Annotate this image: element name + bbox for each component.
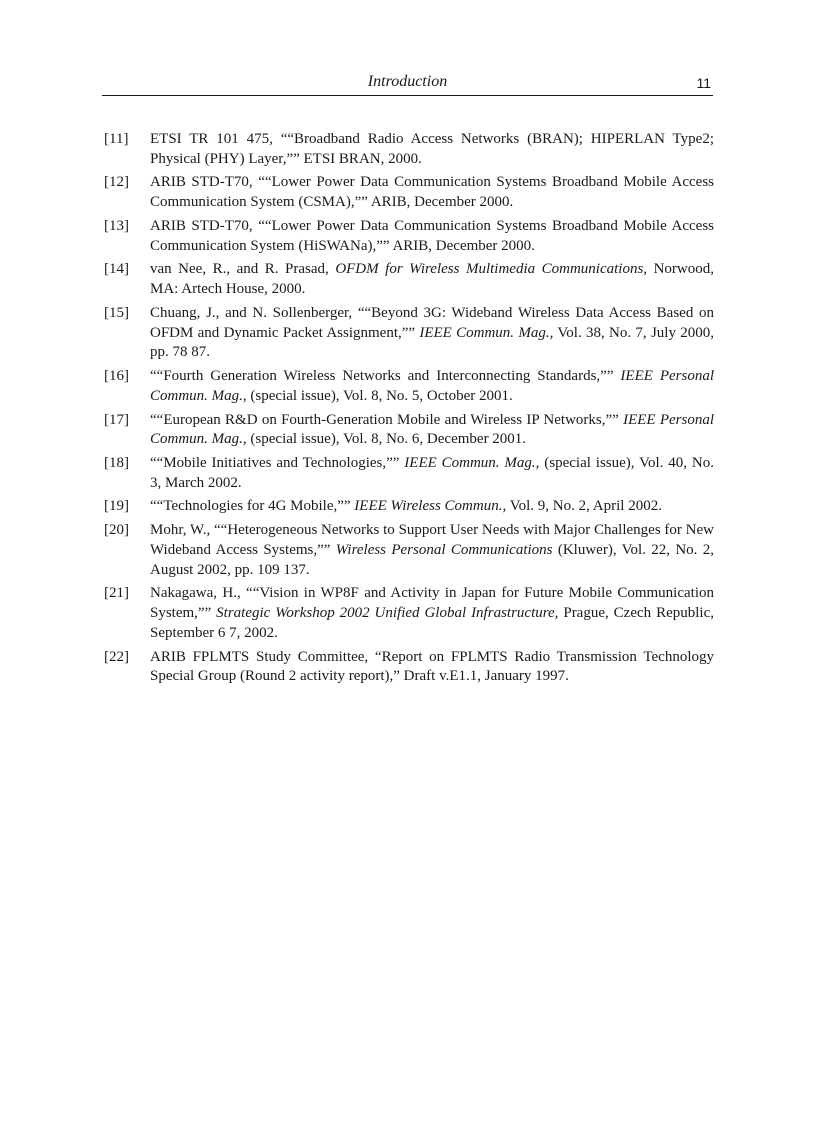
reference-number: [20]	[104, 522, 129, 539]
reference-number: [18]	[104, 454, 129, 471]
reference-entry	[104, 217, 714, 256]
reference-number: [16]	[104, 368, 129, 385]
reference-text	[150, 304, 714, 363]
reference-segment: van Nee, R., and R. Prasad,	[150, 261, 336, 278]
reference-segment: Chuang, J., and N. Sollenberger, ““Beyond 3G: Wideband Wireless Data Access Based on OFDM and Dynamic Packet Assignment,””	[150, 304, 714, 341]
reference-text	[150, 173, 714, 212]
reference-text	[150, 367, 714, 406]
reference-entry	[104, 584, 714, 643]
reference-text	[150, 260, 714, 299]
reference-italic-segment: Strategic Workshop 2002 Unified Global Infrastructure,	[216, 605, 559, 622]
reference-text	[150, 130, 714, 169]
reference-text	[150, 584, 714, 643]
reference-segment: ““European R&D on Fourth-Generation Mobile and Wireless IP Networks,””	[150, 411, 624, 428]
reference-entry	[104, 367, 714, 406]
reference-number: [12]	[104, 174, 129, 191]
reference-entry	[104, 173, 714, 212]
reference-entry	[104, 304, 714, 363]
reference-segment: ARIB FPLMTS Study Committee, “Report on FPLMTS Radio Transmission Technology Special Group (Round 2 activity report),” Draft v.E1.1, January 1997.	[150, 648, 714, 685]
reference-number: [19]	[104, 498, 129, 515]
reference-segment: Prague, Czech Republic, September 6 7, 2002.	[150, 605, 714, 641]
reference-italic-segment: IEEE Commun. Mag.,	[404, 454, 540, 471]
reference-entry	[104, 130, 714, 169]
reference-segment: ETSI TR 101 475, ““Broadband Radio Access Networks (BRAN); HIPERLAN Type2; Physical (PHY) Layer,”” ETSI BRAN, 2000.	[150, 131, 714, 167]
running-header	[102, 72, 713, 94]
reference-segment: (Kluwer), Vol. 22, No. 2, August 2002, pp. 109 137.	[150, 541, 714, 578]
running-title: Introduction	[367, 73, 448, 90]
reference-segment: (special issue), Vol. 8, No. 6, December 2001.	[246, 431, 527, 448]
reference-segment: ““Technologies for 4G Mobile,””	[150, 498, 355, 515]
reference-entry	[104, 260, 714, 299]
page-number: 11	[696, 75, 711, 91]
reference-segment: Nakagawa, H., ““Vision in WP8F and Activity in Japan for Future Mobile Communication System,””	[150, 585, 714, 622]
reference-text	[150, 521, 714, 580]
reference-text	[150, 497, 714, 517]
reference-segment: ““Fourth Generation Wireless Networks and Interconnecting Standards,””	[150, 368, 621, 385]
reference-number: [17]	[104, 411, 129, 428]
reference-segment: Mohr, W., ““Heterogeneous Networks to Support User Needs with Major Challenges for New Wideband Access Systems,””	[150, 522, 714, 558]
reference-number: [14]	[104, 261, 129, 278]
reference-number: [11]	[104, 131, 129, 147]
reference-entry	[104, 411, 714, 450]
reference-number: [21]	[104, 585, 129, 602]
reference-text	[150, 411, 714, 450]
reference-italic-segment: IEEE Wireless Commun.,	[354, 498, 507, 515]
reference-text	[150, 648, 714, 687]
reference-entry	[104, 497, 714, 517]
reference-segment: Vol. 9, No. 2, April 2002.	[506, 498, 662, 515]
reference-segment: (special issue), Vol. 8, No. 5, October 2001.	[246, 387, 513, 404]
reference-list	[104, 130, 714, 691]
header-rule	[102, 95, 713, 96]
reference-segment: Norwood, MA: Artech House, 2000.	[150, 261, 714, 298]
reference-italic-segment: IEEE Personal Commun. Mag.,	[150, 411, 714, 448]
reference-segment: Vol. 38, No. 7, July 2000, pp. 78 87.	[150, 324, 715, 361]
reference-number: [22]	[104, 648, 129, 665]
reference-text	[150, 454, 714, 493]
reference-text	[150, 217, 714, 256]
reference-entry	[104, 521, 714, 580]
reference-segment: ARIB STD-T70, ““Lower Power Data Communication Systems Broadband Mobile Access Communication System (CSMA),”” ARIB, December 2000.	[150, 174, 714, 211]
reference-italic-segment: IEEE Commun. Mag.,	[419, 324, 554, 341]
reference-segment: ““Mobile Initiatives and Technologies,””	[150, 454, 405, 471]
reference-entry	[104, 454, 714, 493]
reference-segment: ARIB STD-T70, ““Lower Power Data Communication Systems Broadband Mobile Access Communication System (HiSWANa),”” ARIB, December 2000.	[150, 217, 714, 254]
reference-italic-segment: Wireless Personal Communications	[335, 541, 553, 558]
reference-italic-segment: OFDM for Wireless Multimedia Communications,	[335, 261, 648, 278]
reference-italic-segment: IEEE Personal Commun. Mag.,	[150, 368, 714, 404]
reference-number: [15]	[104, 304, 129, 321]
reference-number: [13]	[104, 217, 129, 234]
reference-entry	[104, 648, 714, 687]
reference-segment: (special issue), Vol. 40, No. 3, March 2002.	[150, 454, 714, 491]
